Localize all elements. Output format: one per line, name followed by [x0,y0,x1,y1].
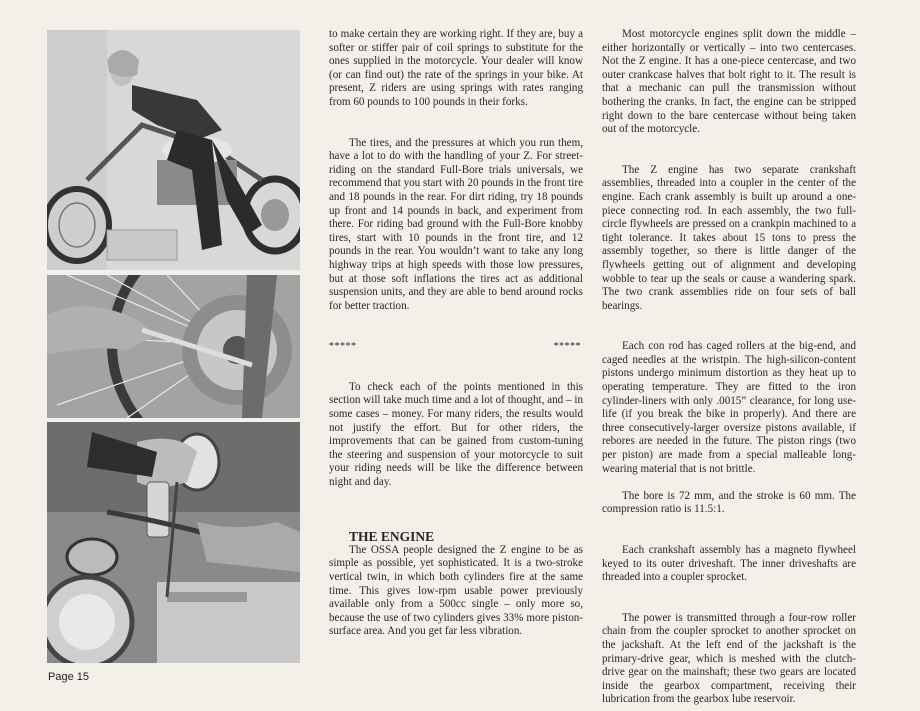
rider-on-motorcycle-photo [47,30,300,270]
paragraph: Each con rod has caged rollers at the big-end, and caged needles at the wristpin. The high-silicon-content pistons undergo minimum distortion as they heat up to operating temperature. They are fitted to the iron cylinder-liners with only .0015” clearance, for long use-life (if you break the bike in properly). And there are three consecutively-larger oversize pistons available, if rebores are needed in the future. The piston rings (two per piston) are made from a special malleable long-wearing material that is not brittle. [602,340,856,475]
paragraph: The Z engine has two separate crankshaft assemblies, threaded into a coupler in the center of the engine. Each crank assembly is built up around a one-piece connecting rod. In each assembly, the two full-circle flywheels are pressed on a crankpin machined to a tight tolerance. It takes about 15 tons to press the assembly together, so there is little danger of the flywheels getting out of alignment and developing wobble to tear up the seals or cause a wandering spark. The two crank assemblies ride on four sets of ball bearings. [602,163,856,312]
text-column-right [602,28,856,707]
paragraph: Most motorcycle engines split down the middle – either horizontally or vertically – into two centercases. Not the Z engine. It has a one-piece centercase, and two outer crankcase halves that bolt right to it. The result is that a mechanic can pull the transmission without bothering the cranks. In fact, the engine can be stripped right down to the bare centercase without being taken out of the motorcycle. [602,28,856,136]
paragraph: to make certain they are working right. If they are, buy a softer or stiffer pair of coil springs to substitute for the ones supplied in the motorcycle. Your dealer will know (or can find out) the rate of the springs in your bike. At present, Z riders are using springs with rates ranging from 60 pounds to 100 pounds in their forks. [329,28,583,108]
section-divider [329,340,583,354]
paragraph: The power is transmitted through a four-row roller chain from the coupler sprocket to another sprocket on the jackshaft. At the left end of the jackshaft is the primary-drive gear, which is meshed with the clutch-drive gear on the mainshaft; these two gears are located inside the gearbox compartment, receiving their lubrication from the gearbox lube reservoir. [602,611,856,706]
rear-wheel-hub-adjustment-photo [47,275,300,418]
paragraph: The tires, and the pressures at which you run them, have a lot to do with the handling of your Z. For street-riding on the standard Full-Bore trials universals, we recommend that you start with 20 pounds in the front tire and 18 pounds in the rear. For dirt riding, try 18 pounds up front and 14 pounds in back, and experiment from there. For riding bad ground with the Full-Bore knobby tires, start with 10 pounds in the front tire, and 12 pounds in the rear. You wouldn’t want to take any long highway trips at high speeds with those low pressures, but at those soft inflations the tires act as additional suspension units, and they are able to bend around rocks for better traction. [329,136,583,312]
pouring-oil-into-tank-photo [47,422,300,663]
paragraph: The OSSA people designed the Z engine to be as simple as possible, yet sophisticated. It is a two-stroke vertical twin, in which both cylinders fire at the same time. This gives low-rpm usable power previously available only from a 500cc single – only more so, because the use of two cylinders gives 33% more piston-surface area. And you get far less vibration. [329,543,583,638]
stars-right: ***** [553,341,581,353]
paragraph: To check each of the points mentioned in this section will take much time and a lot of thought, and – in some cases – money. For many riders, the results would not justify the effort. But for other riders, the improvements that can be gained from custom-tuning the steering and suspension of your motorcycle to suit your riding needs will be like the difference between night and day. [329,380,583,489]
page-number: Page 15 [48,671,89,683]
stars-left: ***** [329,341,357,353]
paragraph: Each crankshaft assembly has a magneto flywheel keyed to its outer driveshaft. The inner driveshafts are threaded into a coupler sprocket. [602,544,856,584]
text-column-left [329,28,583,639]
paragraph: The bore is 72 mm, and the stroke is 60 mm. The compression ratio is 11.5:1. [602,489,856,516]
section-heading: THE ENGINE [349,529,435,545]
